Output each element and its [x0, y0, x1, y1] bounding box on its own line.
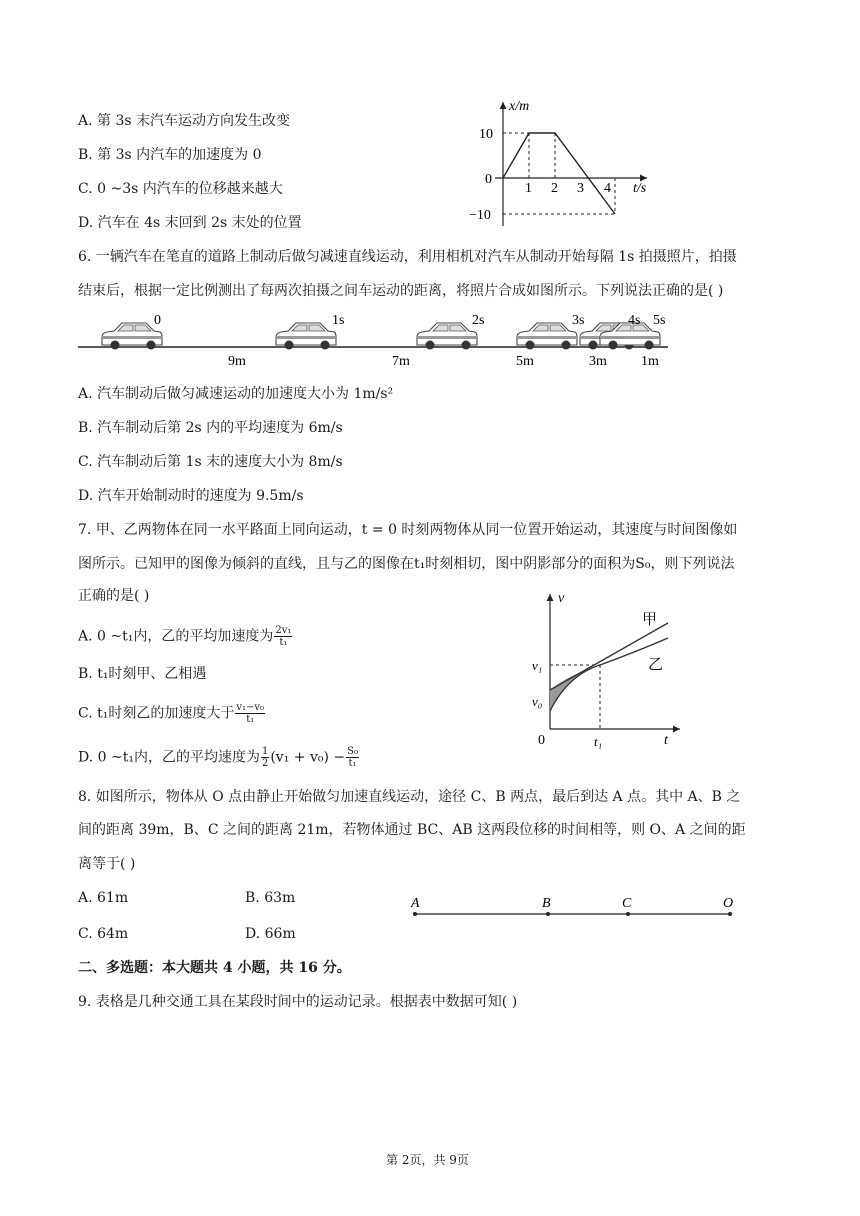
q7-stem-line3: 正确的是( ) [78, 588, 150, 604]
q5-ytick-neg10: −10 [469, 208, 491, 223]
q5-option-d: D. 汽车在 4s 末回到 2s 末处的位置 [78, 215, 302, 231]
q7-option-c-text: C. t₁时刻乙的加速度大于 [78, 705, 235, 722]
q7-option-d-half-denominator: 2 [261, 758, 269, 769]
q5-ytick-10: 10 [479, 127, 493, 142]
q8-point-c: C [622, 896, 632, 911]
q7-option-a-fraction [274, 625, 292, 648]
q6-car-1 [276, 323, 336, 350]
q8-point-b: B [542, 896, 551, 911]
q7-v1-label: v₁ [532, 658, 543, 673]
q7-option-c-fraction [235, 702, 265, 725]
q8-point-c-dot [626, 912, 630, 916]
q6-time-2: 2s [472, 313, 485, 328]
q8-option-b: B. 63m [245, 890, 296, 906]
q7-option-d-half-numerator: 1 [261, 746, 269, 757]
page-footer: 第 2页，共 9页 [386, 1153, 469, 1167]
q7-option-d-half [261, 746, 269, 769]
q5-xt-line [503, 133, 615, 214]
q5-option-c: C. 0 ~3s 内汽车的位移越来越大 [78, 181, 283, 197]
q7-yi-curve [550, 638, 668, 711]
q8-point-a: A [411, 896, 420, 911]
q7-option-a [78, 625, 293, 648]
q8-option-d: D. 66m [245, 926, 296, 942]
q7-v0-label: v₀ [532, 694, 543, 709]
q5-option-a: A. 第 3s 末汽车运动方向发生改变 [78, 113, 291, 129]
q6-time-1: 1s [332, 313, 345, 328]
q5-ytick-0: 0 [485, 172, 492, 187]
q5-xt-graph [465, 98, 665, 233]
q7-option-d-numerator: S₀ [347, 746, 358, 757]
q8-stem-line2: 间的距离 39m，B、C 之间的距离 21m，若物体通过 BC、AB 这两段位移的时间相等，则 O、A 之间的距 [78, 822, 746, 838]
q6-dist-1: 9m [228, 354, 246, 369]
q6-time-0: 0 [154, 313, 161, 328]
q7-option-a-numerator: 2v₁ [275, 625, 292, 636]
q6-dist-2: 7m [392, 354, 410, 369]
q7-option-c-denominator: t₁ [246, 714, 255, 725]
q6-stem-line2: 结束后，根据一定比例测出了每两次拍摄之间车运动的距离，将照片合成如图所示。下列说法正确的是( ) [78, 283, 724, 299]
q7-option-a-text: A. 0 ~t₁内，乙的平均加速度为 [78, 628, 274, 645]
q8-stem-line3: 离等于( ) [78, 856, 136, 872]
q7-option-c-numerator: v₁−v₀ [236, 702, 265, 713]
q6-option-d: D. 汽车开始制动时的速度为 9.5m/s [78, 488, 304, 504]
q7-option-d [78, 746, 360, 769]
q7-origin-label: 0 [538, 733, 545, 748]
q5-y-label: x/m [509, 99, 530, 114]
q7-shaded-area [550, 665, 600, 711]
q9-stem: 9. 表格是几种交通工具在某段时间中的运动记录。根据表中数据可知( ) [78, 994, 518, 1010]
q7-option-b: B. t₁时刻甲、乙相遇 [78, 666, 207, 682]
section-2-heading: 二、多选题：本大题共 4 小题，共 16 分。 [78, 960, 351, 976]
q6-car-0 [102, 323, 162, 350]
q8-point-o-dot [728, 912, 732, 916]
q8-point-b-dot [546, 912, 550, 916]
q5-option-b: B. 第 3s 内汽车的加速度为 0 [78, 147, 262, 163]
q8-option-a: A. 61m [78, 890, 129, 906]
q8-point-a-dot [413, 912, 417, 916]
q6-option-a: A. 汽车制动后做匀减速运动的加速度大小为 1m/s² [78, 386, 394, 402]
q6-car-diagram [78, 310, 678, 370]
q7-option-d-mid: (v₁ + v₀) − [270, 749, 346, 766]
q6-time-3: 3s [572, 313, 585, 328]
q5-xtick-2: 2 [551, 181, 558, 196]
q5-xtick-3: 3 [577, 181, 584, 196]
q7-yi-label: 乙 [648, 657, 664, 673]
q7-stem-line2: 图所示。已知甲的图像为倾斜的直线，且与乙的图像在t₁时刻相切，图中阴影部分的面积为S₀，则下列说法 [78, 556, 735, 572]
q6-car-3 [517, 323, 577, 350]
q5-xtick-4: 4 [604, 181, 611, 196]
q8-point-o: O [723, 896, 734, 911]
q6-car-2 [417, 323, 477, 350]
q8-stem-line1: 8. 如图所示，物体从 O 点由静止开始做匀加速直线运动，途径 C、B 两点，最后到达 A 点。其中 A、B 之 [78, 789, 741, 805]
q6-dist-4: 3m [589, 354, 607, 369]
q8-line-diagram [405, 894, 745, 924]
q7-stem-line1: 7. 甲、乙两物体在同一水平路面上同向运动，t = 0 时刻两物体从同一位置开始运动，其速度与时间图像如 [78, 522, 738, 538]
q7-option-a-denominator: t₁ [279, 637, 288, 648]
q7-y-label: v [558, 591, 565, 606]
q7-option-c [78, 702, 266, 725]
q8-option-c: C. 64m [78, 926, 129, 942]
q6-time-5: 5s [653, 313, 666, 328]
q7-option-d-denominator: t₁ [348, 758, 357, 769]
q7-option-d-fraction [346, 746, 359, 769]
q7-vt-graph [528, 590, 688, 750]
q5-xtick-1: 1 [525, 181, 532, 196]
q6-option-c: C. 汽车制动后第 1s 末的速度大小为 8m/s [78, 454, 343, 470]
q6-dist-3: 5m [516, 354, 534, 369]
q7-jia-label: 甲 [642, 612, 658, 628]
q5-x-label: t/s [633, 181, 647, 196]
q7-t1-label: t₁ [594, 734, 603, 749]
q6-dist-5: 1m [641, 354, 659, 369]
q7-option-d-text: D. 0 ~t₁内，乙的平均速度为 [78, 749, 260, 766]
q7-x-label: t [664, 733, 668, 748]
q6-time-4: 4s [628, 313, 641, 328]
q6-stem-line1: 6. 一辆汽车在笔直的道路上制动后做匀减速直线运动，利用相机对汽车从制动开始每隔 1s 拍摄照片，拍摄 [78, 249, 737, 265]
q6-option-b: B. 汽车制动后第 2s 内的平均速度为 6m/s [78, 420, 343, 436]
